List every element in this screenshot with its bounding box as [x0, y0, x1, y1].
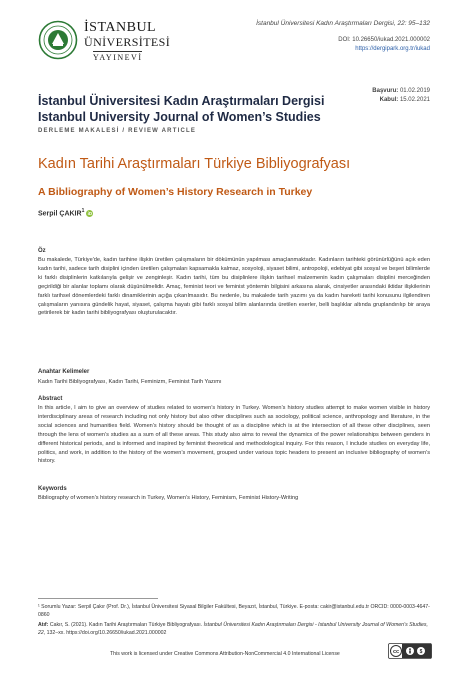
- svg-text:$: $: [419, 649, 423, 655]
- doi-block: [338, 36, 430, 54]
- accepted-date: 15.02.2021: [399, 97, 430, 103]
- oz-text: Bu makalede, Türkiye'de, kadın tarihine ilişkin üretilen çalışmaların bir dökümünün yapılması amaçlanmaktadır. Kadınların tarihteki görünürlüğünü açık eden kadın tarihi, sadece tarih disiplini içinden üretilen çalışmaları kapsamakla kalmaz, sosyoloji, siyaset bilimi, antropoloji, edebiyat gibi sosyal ve beşeri bilimlerde ki farklı disiplinlerin katkılarıyla gelişir ve zenginleşir. Kadın tarihi, tüm bu disiplinlere ilişkin tarihsel malzemenin kadın çalışmaları disiplini merceğinden geçirildiği bir alanlar toplamı olarak düşünülmelidir. Amaç, feminist teori ve feminist yöntemin bilgisini arkasına alarak, cinsiyetler arasındaki iktidar ilişkilerinin farklı tarihsel dönemlerdeki farklı dinamiklerinin açığa çıkarılmasıdır. Bu nedenle, bu makalede tarih yazımı ya da kadın hareketi tarihi konusunu ilgilendiren çalışmaların yanısıra gündelik hayat, siyaset, çalışma hayatı gibi farklı sosyal bilim alanlarında üretilen eserler, belli başlıklar altında gruplandırılıp bir araya getirilerek bir kadın tarihi bibliyografyası oluşturulacaktır.: [38, 257, 430, 317]
- logo-line-2: ÜNİVERSİTESİ: [84, 35, 171, 49]
- logo-line-1: İSTANBUL: [84, 20, 157, 35]
- abstract-text: In this article, I aim to give an overview of studies related to women’s history in Turkey. Women’s history studies attempt to make women visible in history interdisciplinary areas of research including not only history but also other disciplines such as sociology, political science, anthropology and literature, in the social sciences and humanities field. Women’s history should be thought of as a discipline which is at the intersection of all these other disciplines, seen through the lens of women’s studies as a sum of all these areas. This study also aims to reveal the dynamics of the power relationships between genders in different historical periods, and is informed and inspired by feminist theoretical and methodological inquiry. For this reason, I include studies on everyday life, politics, and work, in addition to the history of the women’s movement, grouped under various topic headers to present an inclusive bibliography of women’s history.: [38, 405, 430, 465]
- keywords-text: Bibliography of women’s history research in Turkey, Women’s History, Feminism, Feminist History-Writing: [38, 495, 299, 501]
- article-dates: [372, 87, 430, 105]
- keywords-heading: Keywords: [38, 486, 67, 492]
- received-date: 01.02.2019: [399, 88, 430, 94]
- accepted-label: Kabul:: [379, 97, 399, 103]
- svg-text:cc: cc: [392, 649, 400, 655]
- doi[interactable]: DOI: 10.26650/iukad.2021.000002: [338, 37, 430, 43]
- university-seal-icon: [38, 20, 78, 60]
- orcid-icon[interactable]: iD: [87, 210, 93, 216]
- journal-reference: İstanbul Üniversitesi Kadın Araştırmaları Dergisi, 22: 95–132: [256, 20, 430, 27]
- abstract-heading: Abstract: [38, 396, 63, 402]
- journal-title-tr: İstanbul Üniversitesi Kadın Araştırmaları Dergisi: [38, 94, 325, 108]
- license-text: This work is licensed under Creative Commons Attribution-NonCommercial 4.0 International License: [110, 651, 340, 657]
- citation-part-a: Cakır, S. (2021). Kadın Tarihi Araştırmaları Türkiye Bibliyografyası.: [48, 622, 204, 628]
- footnote-citation: [38, 621, 433, 637]
- citation-label: Atıf:: [38, 622, 49, 628]
- journal-title-en: Istanbul University Journal of Women’s Studies: [38, 110, 321, 124]
- anahtar-heading: Anahtar Kelimeler: [38, 369, 90, 375]
- citation-part-b: , 132–xx. https://doi.org/10.26650/iukad.2021.000002: [43, 630, 167, 636]
- author-name: Serpil ÇAKIR: [38, 210, 82, 218]
- logo-line-3: YAYINEVİ: [93, 53, 143, 62]
- anahtar-text: Kadın Tarihi Bibliyografyası, Kadın Tarihi, Feminizm, Feminist Tarih Yazımı: [38, 379, 222, 385]
- citation-journal: İstanbul Üniversitesi Kadın Araştırmaları Dergisi - Istanbul University Journal of Women’s Studies, 22: [38, 622, 428, 636]
- cc-by-nc-icon[interactable]: [388, 643, 432, 659]
- received-label: Başvuru:: [372, 88, 399, 94]
- journal-url[interactable]: https://dergipark.org.tr/iukad: [355, 46, 430, 52]
- publisher-logo: [38, 18, 188, 68]
- footnote-corresponding-author: ¹ Sorumlu Yazar: Serpil Çakır (Prof. Dr.), İstanbul Üniversitesi Siyasal Bilgiler Fakültesi, Beyazıt, İstanbul, Türkiye. E-posta: cakir@istanbul.edu.tr ORCID: 0000-0003-4647-0860: [38, 604, 430, 618]
- article-title-tr: Kadın Tarihi Araştırmaları Türkiye Bibliyografyası: [38, 156, 351, 172]
- article-title-en: A Bibliography of Women’s History Research in Turkey: [38, 186, 313, 198]
- footnote-divider: [38, 598, 158, 599]
- author-line: [38, 208, 93, 217]
- oz-heading: Öz: [38, 248, 46, 254]
- article-type: DERLEME MAKALESİ / REVIEW ARTICLE: [38, 128, 197, 134]
- author-footnote-mark: 1: [81, 208, 85, 214]
